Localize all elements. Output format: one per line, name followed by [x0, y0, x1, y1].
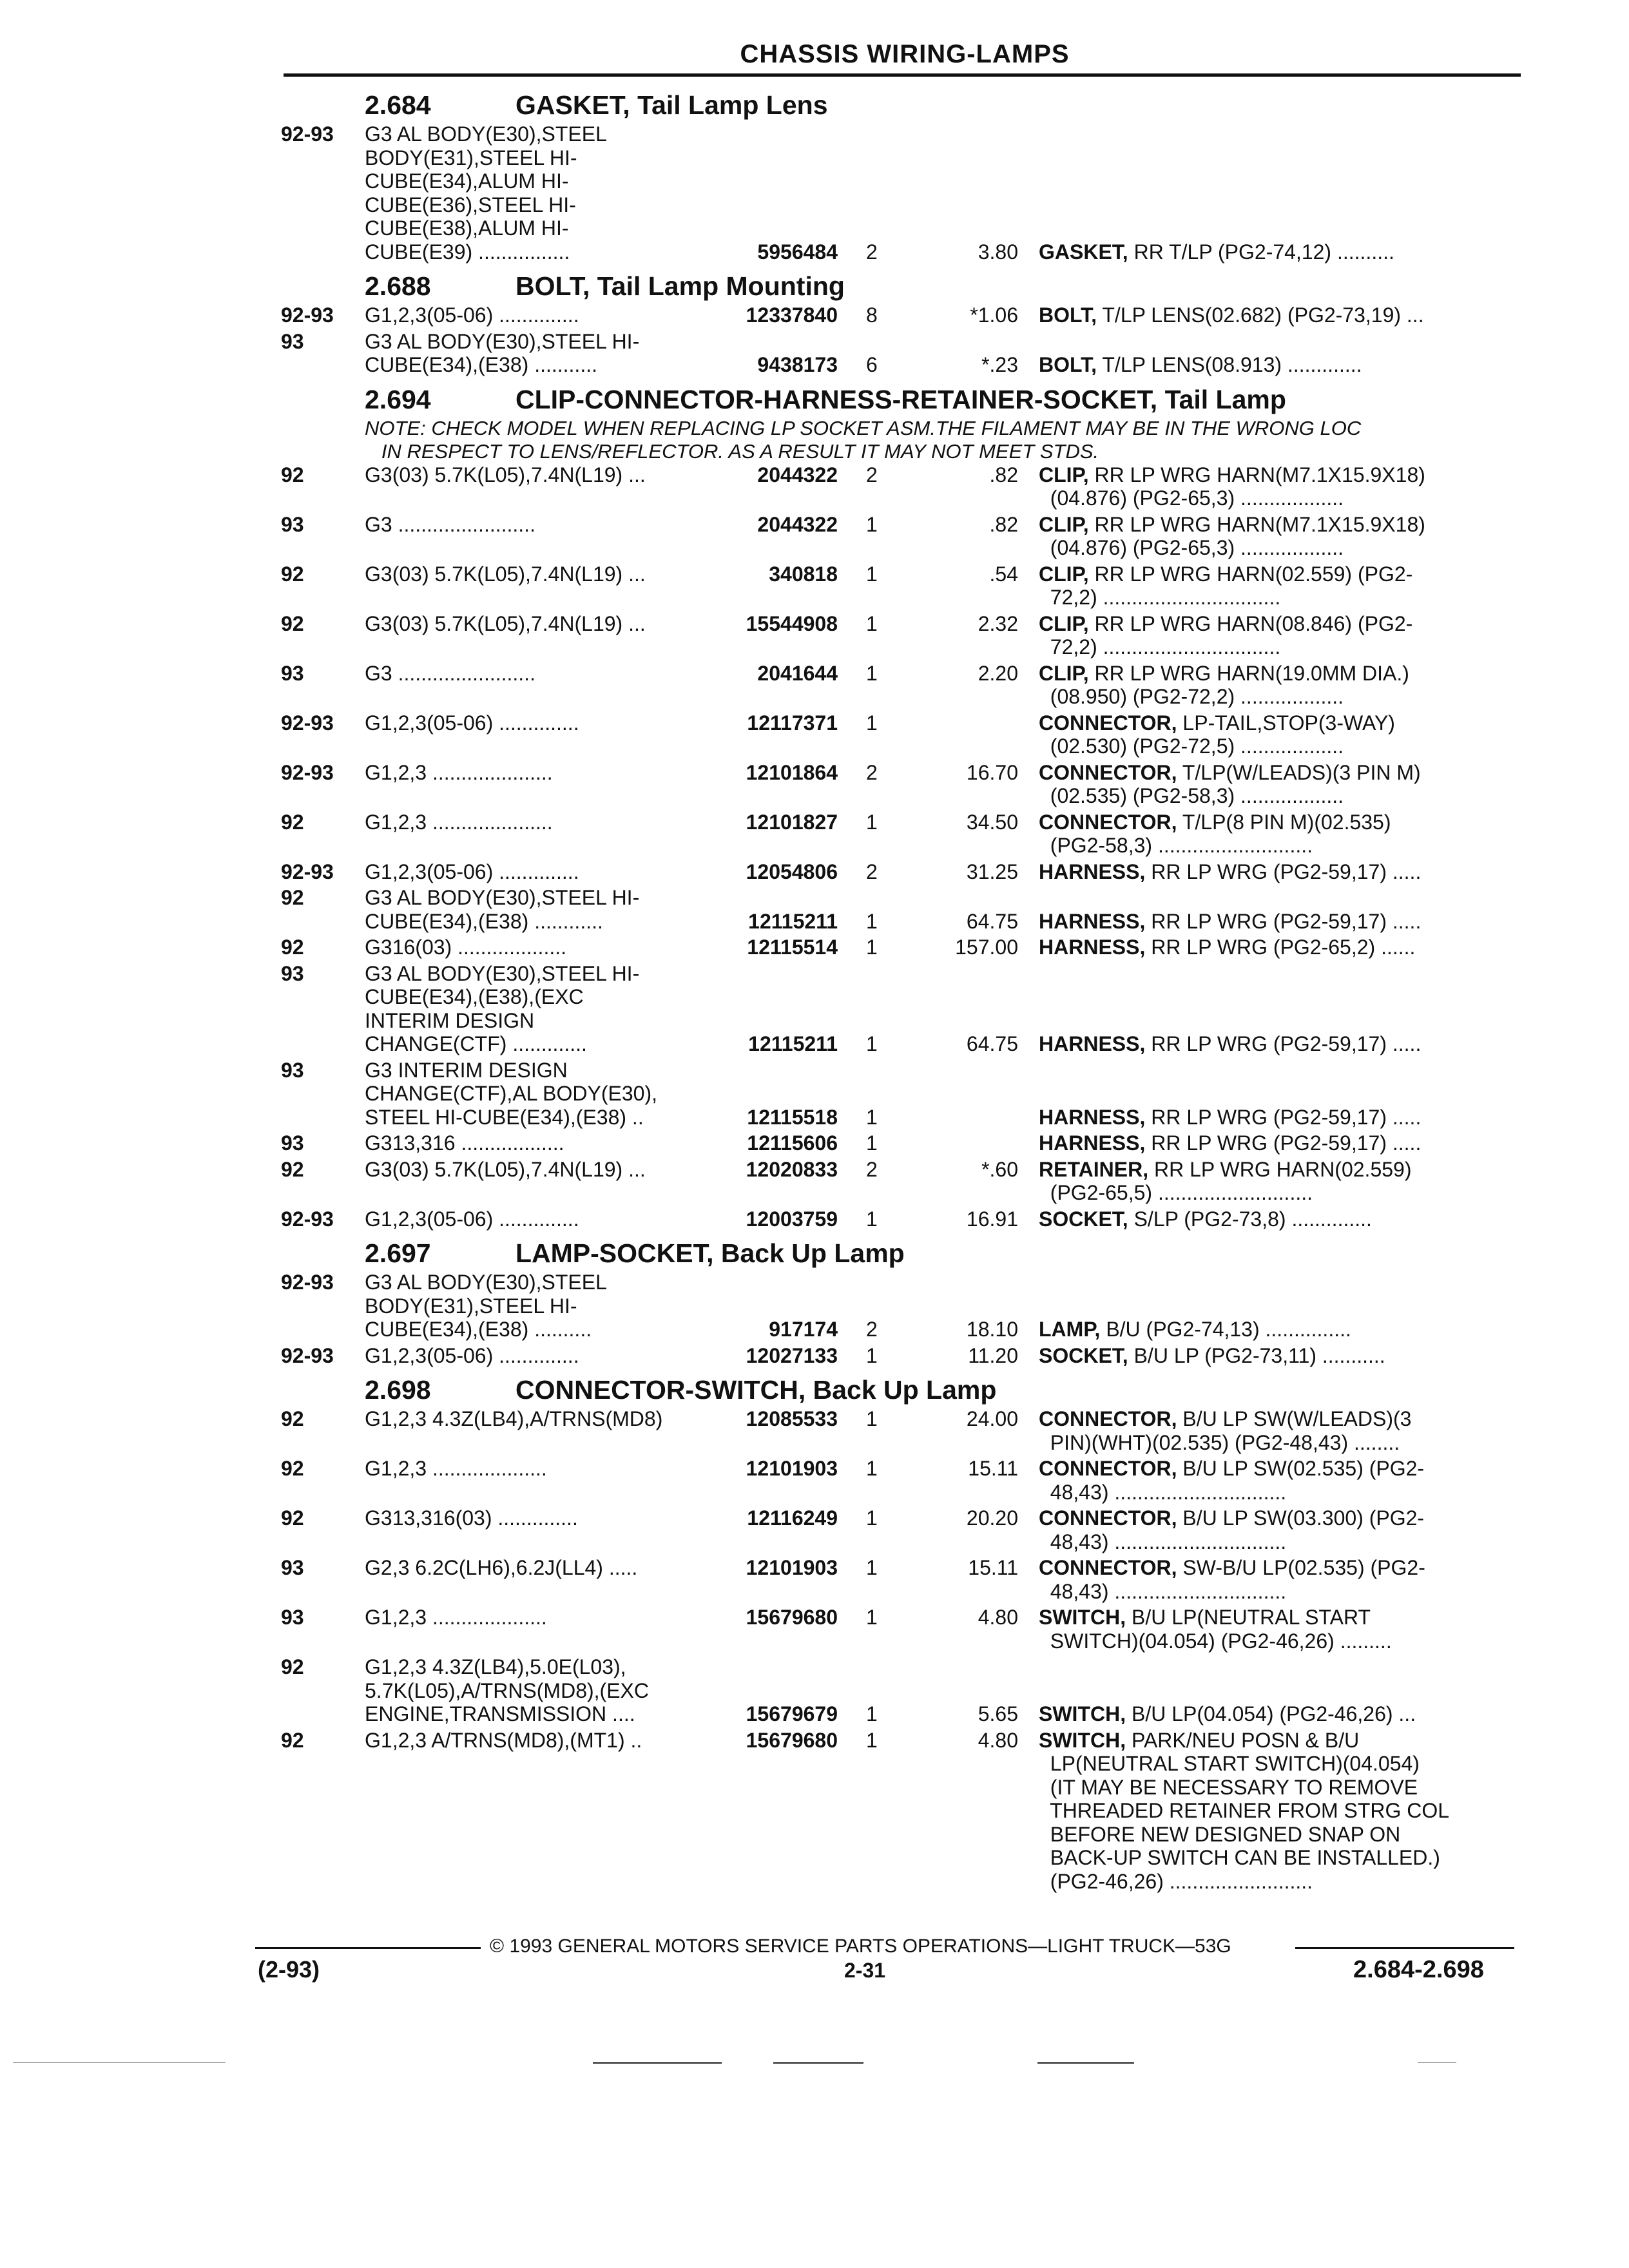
model-year: 92-93: [281, 760, 334, 784]
application-description: G1,2,3(05-06) ..............: [365, 860, 579, 883]
application-description: G3(03) 5.7K(L05),7.4N(L19) ...: [365, 463, 646, 486]
part-description: [1039, 1032, 1516, 1056]
part-name: LAMP,: [1039, 1318, 1101, 1341]
section-number: 2.684: [365, 90, 431, 120]
part-description: [1039, 910, 1516, 934]
part-detail: SW-B/U LP(02.535) (PG2- 48,43) ..............................: [1050, 1556, 1425, 1603]
part-description: [1039, 761, 1516, 808]
application-description: G1,2,3 A/TRNS(MD8),(MT1) ..: [365, 1728, 642, 1752]
part-name: CLIP,: [1039, 512, 1089, 536]
model-year: 93: [281, 1131, 304, 1155]
part-entry: [0, 962, 1629, 1056]
part-detail: LP-TAIL,STOP(3-WAY) (02.530) (PG2-72,5) ..................: [1050, 711, 1395, 758]
footer-rule-right: [1295, 1947, 1514, 1949]
section-title: [0, 1233, 1629, 1271]
application-description: G3 INTERIM DESIGN CHANGE(CTF),AL BODY(E30), STEEL HI-CUBE(E34),(E38) ..: [365, 1058, 657, 1129]
part-description: [1039, 1407, 1516, 1454]
quantity: 1: [866, 611, 878, 635]
model-year: 93: [281, 1556, 304, 1579]
part-detail: RR LP WRG HARN(19.0MM DIA.) (08.950) (PG2-72,2) ..................: [1050, 661, 1409, 708]
part-number: 917174: [769, 1318, 838, 1341]
part-entry: [0, 562, 1629, 610]
part-description: [1039, 936, 1516, 959]
quantity: 1: [866, 1207, 878, 1231]
part-number: 2044322: [757, 512, 838, 536]
quantity: 1: [866, 1506, 878, 1530]
part-description: [1039, 1556, 1516, 1603]
price: 15.11: [968, 1457, 1018, 1480]
quantity: 1: [866, 909, 878, 933]
quantity: 1: [866, 1105, 878, 1129]
part-number: 15679679: [746, 1702, 838, 1725]
part-number: 15544908: [746, 611, 838, 635]
quantity: 1: [866, 936, 878, 959]
section-heading: CLIP-CONNECTOR-HARNESS-RETAINER-SOCKET, Tail Lamp: [516, 384, 1286, 414]
parts-catalog-content: [0, 85, 1629, 1896]
part-description: [1039, 353, 1516, 377]
part-name: HARNESS,: [1039, 909, 1146, 933]
part-detail: B/U LP SW(02.535) (PG2- 48,43) ..............................: [1050, 1457, 1425, 1504]
part-detail: T/LP LENS(08.913) .............: [1097, 353, 1362, 376]
part-number: 12101827: [746, 810, 838, 834]
part-description: [1039, 711, 1516, 758]
part-description: [1039, 562, 1516, 610]
part-name: CONNECTOR,: [1039, 711, 1177, 735]
part-name: SOCKET,: [1039, 1207, 1128, 1231]
model-year: 92: [281, 562, 304, 586]
part-description: [1039, 1158, 1516, 1205]
part-detail: RR T/LP (PG2-74,12) ..........: [1128, 240, 1394, 264]
application-description: G313,316 ..................: [365, 1131, 564, 1155]
part-number: 12116249: [747, 1506, 838, 1530]
part-detail: RR LP WRG (PG2-59,17) .....: [1145, 1131, 1422, 1155]
part-entry: [0, 303, 1629, 327]
part-description: [1039, 1729, 1516, 1894]
quantity: 2: [866, 1318, 878, 1341]
part-entry: [0, 1207, 1629, 1231]
part-detail: B/U LP(04.054) (PG2-46,26) ...: [1126, 1702, 1416, 1725]
quantity: 2: [866, 760, 878, 784]
price: 4.80: [978, 1728, 1018, 1752]
section-title: [0, 266, 1629, 303]
part-description: [1039, 1506, 1516, 1553]
model-year: 93: [281, 1606, 304, 1629]
part-detail: RR LP WRG (PG2-59,17) .....: [1145, 860, 1422, 883]
model-year: 92: [281, 1407, 304, 1430]
quantity: 1: [866, 810, 878, 834]
quantity: 1: [866, 512, 878, 536]
application-description: G3 ........................: [365, 661, 535, 685]
model-year: 93: [281, 512, 304, 536]
part-name: SWITCH,: [1039, 1702, 1126, 1725]
part-detail: B/U LP (PG2-73,11) ...........: [1128, 1343, 1385, 1367]
price: *1.06: [970, 303, 1018, 327]
part-entry: [0, 122, 1629, 264]
part-detail: RR LP WRG HARN(M7.1X15.9X18) (04.876) (PG2-65,3) ..................: [1050, 512, 1425, 559]
model-year: 92: [281, 611, 304, 635]
quantity: 1: [866, 1343, 878, 1367]
price: 64.75: [966, 909, 1018, 933]
part-name: CONNECTOR,: [1039, 1457, 1177, 1480]
part-entry: [0, 1457, 1629, 1504]
price: 4.80: [978, 1606, 1018, 1629]
part-name: SOCKET,: [1039, 1343, 1128, 1367]
application-description: G3(03) 5.7K(L05),7.4N(L19) ...: [365, 562, 646, 586]
part-description: [1039, 1606, 1516, 1653]
part-number: 12337840: [746, 303, 838, 327]
part-number: 12117371: [747, 711, 838, 735]
part-detail: T/LP(8 PIN M)(02.535) (PG2-58,3) ...........................: [1050, 810, 1391, 857]
part-number: 12115606: [747, 1131, 838, 1155]
model-year: 92: [281, 810, 304, 834]
footer-copyright: © 1993 GENERAL MOTORS SERVICE PARTS OPERATIONS—LIGHT TRUCK—53G: [490, 1936, 1231, 1957]
part-entry: [0, 1556, 1629, 1603]
part-entry: [0, 1131, 1629, 1155]
part-entry: [0, 513, 1629, 560]
section-heading: GASKET, Tail Lamp Lens: [516, 90, 828, 120]
price: *.23: [981, 353, 1018, 376]
part-name: BOLT,: [1039, 303, 1097, 327]
part-description: [1039, 662, 1516, 709]
part-name: HARNESS,: [1039, 1105, 1146, 1129]
part-name: RETAINER,: [1039, 1157, 1149, 1181]
part-name: CLIP,: [1039, 611, 1089, 635]
footer-page-number: 2-31: [844, 1959, 886, 1982]
part-detail: RR LP WRG HARN(02.559) (PG2- 72,2) ...............................: [1050, 562, 1413, 609]
price: *.60: [981, 1157, 1018, 1181]
part-number: 2041644: [757, 661, 838, 685]
part-name: CLIP,: [1039, 463, 1089, 486]
part-name: GASKET,: [1039, 240, 1128, 264]
part-detail: RR LP WRG (PG2-65,2) ......: [1145, 936, 1416, 959]
model-year: 92: [281, 1506, 304, 1530]
price: .82: [989, 512, 1018, 536]
section-note: [0, 440, 1629, 463]
part-description: [1039, 303, 1516, 327]
model-year: 92: [281, 1457, 304, 1480]
part-detail: RR LP WRG HARN(02.559) (PG2-65,5) ...........................: [1050, 1157, 1412, 1204]
part-number: 5956484: [757, 240, 838, 264]
model-year: 93: [281, 329, 304, 353]
application-description: G3 AL BODY(E30),STEEL BODY(E31),STEEL HI- CUBE(E34),ALUM HI- CUBE(E36),STEEL HI- CUBE(E38),ALUM HI- CUBE(E39) ................: [365, 122, 607, 264]
part-entry: [0, 330, 1629, 377]
part-number: 12101903: [746, 1556, 838, 1579]
part-name: CLIP,: [1039, 562, 1089, 586]
part-entry: [0, 1271, 1629, 1341]
price: 157.00: [955, 936, 1018, 959]
application-description: G1,2,3 4.3Z(LB4),5.0E(L03), 5.7K(L05),A/TRNS(MD8),(EXC ENGINE,TRANSMISSION ....: [365, 1655, 649, 1725]
part-number: 12115211: [748, 909, 838, 933]
part-entry: [0, 761, 1629, 808]
header-rule: [284, 73, 1521, 77]
model-year: 93: [281, 961, 304, 985]
part-detail: RR LP WRG (PG2-59,17) .....: [1145, 909, 1422, 933]
price: 5.65: [978, 1702, 1018, 1725]
price: .54: [989, 562, 1018, 586]
model-year: 92-93: [281, 1271, 334, 1294]
part-number: 12101903: [746, 1457, 838, 1480]
application-description: G3(03) 5.7K(L05),7.4N(L19) ...: [365, 611, 646, 635]
part-entry: [0, 1729, 1629, 1894]
part-entry: [0, 662, 1629, 709]
price: 64.75: [966, 1032, 1018, 1055]
application-description: G1,2,3(05-06) ..............: [365, 1343, 579, 1367]
price: 24.00: [966, 1407, 1018, 1430]
part-detail: PARK/NEU POSN & B/U LP(NEUTRAL START SWITCH)(04.054) (IT MAY BE NECESSARY TO REMOVE THREADED RETAINER FROM STRG COL BEFORE NEW DESIGNED SNAP ON BACK-UP SWITCH CAN BE INSTALLED.) (PG2-46,26) .........................: [1050, 1728, 1450, 1893]
quantity: 8: [866, 303, 878, 327]
part-entry: [0, 1655, 1629, 1726]
page-header: [0, 40, 1629, 69]
application-description: G3 AL BODY(E30),STEEL HI- CUBE(E34),(E38),(EXC INTERIM DESIGN CHANGE(CTF) .............: [365, 961, 640, 1055]
part-description: [1039, 811, 1516, 858]
part-detail: B/U LP SW(W/LEADS)(3 PIN)(WHT)(02.535) (PG2-48,43) ........: [1050, 1407, 1412, 1454]
price: 2.32: [978, 611, 1018, 635]
footer-date: (2-93): [258, 1956, 320, 1983]
part-name: HARNESS,: [1039, 860, 1146, 883]
section-heading: LAMP-SOCKET, Back Up Lamp: [516, 1238, 905, 1268]
part-description: [1039, 463, 1516, 510]
part-description: [1039, 1207, 1516, 1231]
section-number: 2.694: [365, 384, 431, 414]
part-entry: [0, 1059, 1629, 1129]
model-year: 92-93: [281, 860, 334, 883]
part-number: 15679680: [746, 1606, 838, 1629]
part-number: 15679680: [746, 1728, 838, 1752]
application-description: G1,2,3 4.3Z(LB4),A/TRNS(MD8): [365, 1407, 663, 1430]
model-year: 92: [281, 463, 304, 486]
part-description: [1039, 860, 1516, 884]
price: 2.20: [978, 661, 1018, 685]
model-year: 92: [281, 886, 304, 909]
part-name: CONNECTOR,: [1039, 1556, 1177, 1579]
application-description: G2,3 6.2C(LH6),6.2J(LL4) .....: [365, 1556, 638, 1579]
quantity: 1: [866, 1702, 878, 1725]
part-number: 9438173: [757, 353, 838, 376]
quantity: 6: [866, 353, 878, 376]
part-number: 340818: [769, 562, 838, 586]
part-detail: B/U LP SW(03.300) (PG2- 48,43) ..............................: [1050, 1506, 1425, 1553]
part-description: [1039, 1457, 1516, 1504]
part-name: HARNESS,: [1039, 1032, 1146, 1055]
model-year: 92-93: [281, 1343, 334, 1367]
model-year: 92-93: [281, 711, 334, 735]
part-entry: [0, 936, 1629, 959]
section-note: [0, 417, 1629, 440]
part-number: 2044322: [757, 463, 838, 486]
section-number: 2.688: [365, 271, 431, 301]
part-detail: RR LP WRG (PG2-59,17) .....: [1145, 1105, 1422, 1129]
model-year: 93: [281, 661, 304, 685]
application-description: G1,2,3 ....................: [365, 1606, 547, 1629]
quantity: 1: [866, 562, 878, 586]
price: 31.25: [966, 860, 1018, 883]
part-name: HARNESS,: [1039, 936, 1146, 959]
model-year: 92: [281, 1655, 304, 1678]
application-description: G3 AL BODY(E30),STEEL HI- CUBE(E34),(E38) ............: [365, 886, 640, 933]
application-description: G1,2,3(05-06) ..............: [365, 303, 579, 327]
price: .82: [989, 463, 1018, 486]
part-number: 12115514: [747, 936, 838, 959]
part-description: [1039, 1702, 1516, 1726]
part-number: 12054806: [746, 860, 838, 883]
part-entry: [0, 1506, 1629, 1553]
part-description: [1039, 612, 1516, 659]
application-description: G1,2,3(05-06) ..............: [365, 711, 579, 735]
part-description: [1039, 1106, 1516, 1129]
application-description: G3 AL BODY(E30),STEEL BODY(E31),STEEL HI- CUBE(E34),(E38) ..........: [365, 1271, 607, 1341]
application-description: G316(03) ...................: [365, 936, 566, 959]
price: 34.50: [966, 810, 1018, 834]
application-description: G1,2,3 ....................: [365, 1457, 547, 1480]
model-year: 92: [281, 1728, 304, 1752]
note-text: IN RESPECT TO LENS/REFLECTOR. AS A RESULT IT MAY NOT MEET STDS.: [365, 439, 1099, 463]
model-year: 92: [281, 936, 304, 959]
price: 16.91: [966, 1207, 1018, 1231]
model-year: 92-93: [281, 303, 334, 327]
quantity: 1: [866, 1556, 878, 1579]
quantity: 1: [866, 1457, 878, 1480]
part-name: CLIP,: [1039, 661, 1089, 685]
part-entry: [0, 1606, 1629, 1653]
part-number: 12115211: [748, 1032, 838, 1055]
part-description: [1039, 240, 1516, 264]
note-text: NOTE: CHECK MODEL WHEN REPLACING LP SOCKET ASM.THE FILAMENT MAY BE IN THE WRONG LOC: [365, 416, 1362, 439]
part-detail: B/U (PG2-74,13) ...............: [1100, 1318, 1351, 1341]
part-entry: [0, 1344, 1629, 1368]
model-year: 93: [281, 1058, 304, 1082]
part-description: [1039, 1318, 1516, 1341]
section-heading: BOLT, Tail Lamp Mounting: [516, 271, 845, 301]
quantity: 2: [866, 1157, 878, 1181]
part-name: HARNESS,: [1039, 1131, 1146, 1155]
quantity: 1: [866, 1606, 878, 1629]
part-detail: RR LP WRG HARN(08.846) (PG2- 72,2) ...............................: [1050, 611, 1413, 658]
part-detail: B/U LP(NEUTRAL START SWITCH)(04.054) (PG2-46,26) .........: [1050, 1606, 1392, 1653]
page-header-title: CHASSIS WIRING-LAMPS: [740, 40, 1070, 68]
quantity: 1: [866, 1407, 878, 1430]
scan-artifacts: [0, 2062, 1629, 2068]
part-detail: T/LP LENS(02.682) (PG2-73,19) ...: [1097, 303, 1424, 327]
quantity: 2: [866, 860, 878, 883]
price: 11.20: [968, 1343, 1018, 1367]
price: 15.11: [968, 1556, 1018, 1579]
part-name: CONNECTOR,: [1039, 810, 1177, 834]
application-description: G1,2,3 .....................: [365, 810, 553, 834]
model-year: 92-93: [281, 122, 334, 146]
part-name: CONNECTOR,: [1039, 760, 1177, 784]
part-detail: S/LP (PG2-73,8) ..............: [1128, 1207, 1372, 1231]
section-number: 2.697: [365, 1238, 431, 1268]
part-name: SWITCH,: [1039, 1606, 1126, 1629]
part-description: [1039, 513, 1516, 560]
part-detail: RR LP WRG (PG2-59,17) .....: [1145, 1032, 1422, 1055]
part-entry: [0, 886, 1629, 933]
application-description: G3 ........................: [365, 512, 535, 536]
price: 3.80: [978, 240, 1018, 264]
part-name: BOLT,: [1039, 353, 1097, 376]
application-description: G3 AL BODY(E30),STEEL HI- CUBE(E34),(E38) ...........: [365, 329, 640, 376]
part-entry: [0, 811, 1629, 858]
part-number: 12003759: [746, 1207, 838, 1231]
part-entry: [0, 1407, 1629, 1454]
part-number: 12027133: [746, 1343, 838, 1367]
part-description: [1039, 1131, 1516, 1155]
application-description: G313,316(03) ..............: [365, 1506, 578, 1530]
part-entry: [0, 860, 1629, 884]
quantity: 2: [866, 463, 878, 486]
part-name: CONNECTOR,: [1039, 1407, 1177, 1430]
quantity: 1: [866, 1728, 878, 1752]
part-entry: [0, 711, 1629, 758]
section-number: 2.698: [365, 1375, 431, 1405]
application-description: G3(03) 5.7K(L05),7.4N(L19) ...: [365, 1157, 646, 1181]
part-detail: RR LP WRG HARN(M7.1X15.9X18) (04.876) (PG2-65,3) ..................: [1050, 463, 1425, 510]
part-name: SWITCH,: [1039, 1728, 1126, 1752]
application-description: G1,2,3(05-06) ..............: [365, 1207, 579, 1231]
quantity: 1: [866, 711, 878, 735]
part-name: CONNECTOR,: [1039, 1506, 1177, 1530]
section-title: [0, 380, 1629, 417]
model-year: 92: [281, 1157, 304, 1181]
price: 20.20: [966, 1506, 1018, 1530]
quantity: 1: [866, 1131, 878, 1155]
price: 18.10: [966, 1318, 1018, 1341]
part-description: [1039, 1344, 1516, 1368]
footer-rule-left: [255, 1947, 481, 1949]
part-entry: [0, 612, 1629, 659]
part-entry: [0, 1158, 1629, 1205]
part-entry: [0, 463, 1629, 510]
part-number: 12101864: [746, 760, 838, 784]
footer-section-range: 2.684-2.698: [1353, 1956, 1484, 1983]
quantity: 2: [866, 240, 878, 264]
quantity: 1: [866, 1032, 878, 1055]
part-number: 12115518: [747, 1105, 838, 1129]
model-year: 92-93: [281, 1207, 334, 1231]
section-title: [0, 85, 1629, 122]
section-heading: CONNECTOR-SWITCH, Back Up Lamp: [516, 1375, 997, 1405]
section-title: [0, 1370, 1629, 1407]
quantity: 1: [866, 661, 878, 685]
price: 16.70: [966, 760, 1018, 784]
part-detail: T/LP(W/LEADS)(3 PIN M) (02.535) (PG2-58,3) ..................: [1050, 760, 1421, 807]
application-description: G1,2,3 .....................: [365, 760, 553, 784]
part-number: 12020833: [746, 1157, 838, 1181]
part-number: 12085533: [746, 1407, 838, 1430]
